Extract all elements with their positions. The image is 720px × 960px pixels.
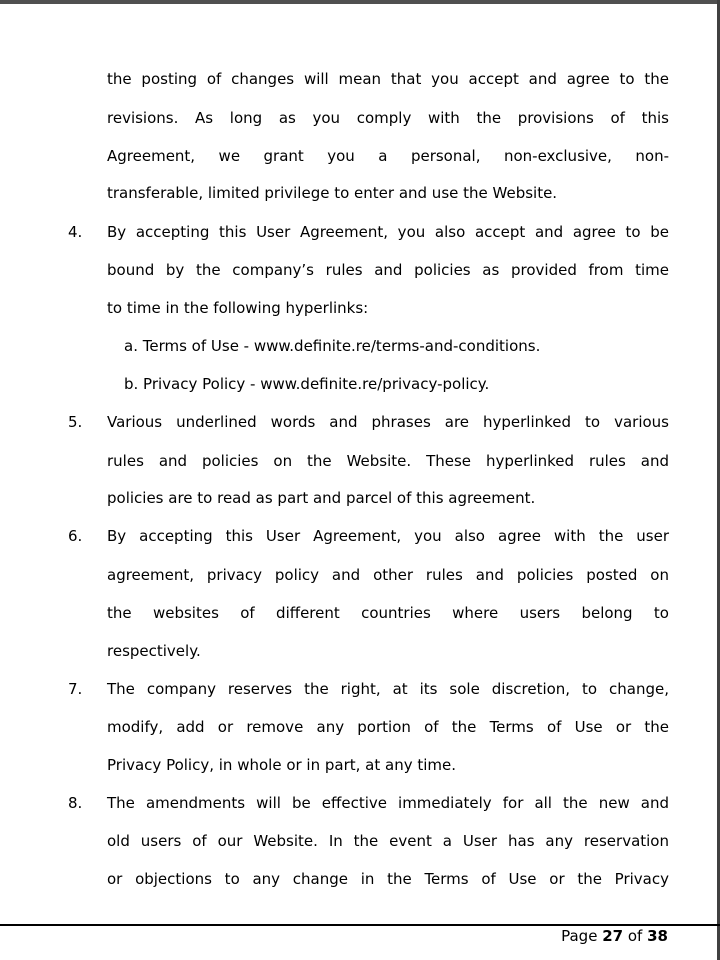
list-item-line: By accepting this User Agreement, you also accept and agree to be — [107, 223, 669, 241]
list-item-number: 6. — [68, 527, 83, 545]
list-item-line: respectively. — [107, 642, 201, 660]
list-item-number: 5. — [68, 413, 83, 431]
list-item-line: modify, add or remove any portion of the Terms of Use or the — [107, 718, 669, 736]
list-item-line: bound by the company’s rules and policies as provided from time — [107, 261, 669, 279]
sub-list-item: a. Terms of Use - www.definite.re/terms-and-conditions. — [124, 337, 541, 355]
list-item-line: agreement, privacy policy and other rules and policies posted on — [107, 566, 669, 584]
list-item-line: the websites of different countries where users belong to — [107, 604, 669, 622]
list-item-line: old users of our Website. In the event a User has any reservation — [107, 832, 669, 850]
list-item-number: 8. — [68, 794, 83, 812]
continuation-line: transferable, limited privilege to enter and use the Website. — [107, 184, 558, 202]
list-item-line: rules and policies on the Website. These hyperlinked rules and — [107, 452, 669, 470]
continuation-line: the posting of changes will mean that you accept and agree to the — [107, 70, 669, 88]
list-item-line: The amendments will be effective immediately for all the new and — [107, 794, 669, 812]
list-item-number: 7. — [68, 680, 83, 698]
continuation-line: Agreement, we grant you a personal, non-exclusive, non- — [107, 147, 669, 165]
list-item-line: The company reserves the right, at its sole discretion, to change, — [107, 680, 669, 698]
continuation-line: revisions. As long as you comply with the provisions of this — [107, 109, 669, 127]
list-item-line: Various underlined words and phrases are hyperlinked to various — [107, 413, 669, 431]
list-item-line: to time in the following hyperlinks: — [107, 299, 369, 317]
list-item-line: By accepting this User Agreement, you also agree with the user — [107, 527, 669, 545]
page-label: Page — [561, 927, 598, 945]
of-label: of — [627, 927, 643, 945]
list-item-number: 4. — [68, 223, 83, 241]
list-item-line: policies are to read as part and parcel of this agreement. — [107, 489, 536, 507]
page-number-footer — [561, 926, 668, 946]
list-item-line: Privacy Policy, in whole or in part, at any time. — [107, 756, 457, 774]
sub-list-item: b. Privacy Policy - www.definite.re/privacy-policy. — [124, 375, 490, 393]
list-item-line: or objections to any change in the Terms of Use or the Privacy — [107, 870, 669, 888]
current-page-number: 27 — [602, 927, 624, 945]
total-page-count: 38 — [647, 927, 668, 945]
